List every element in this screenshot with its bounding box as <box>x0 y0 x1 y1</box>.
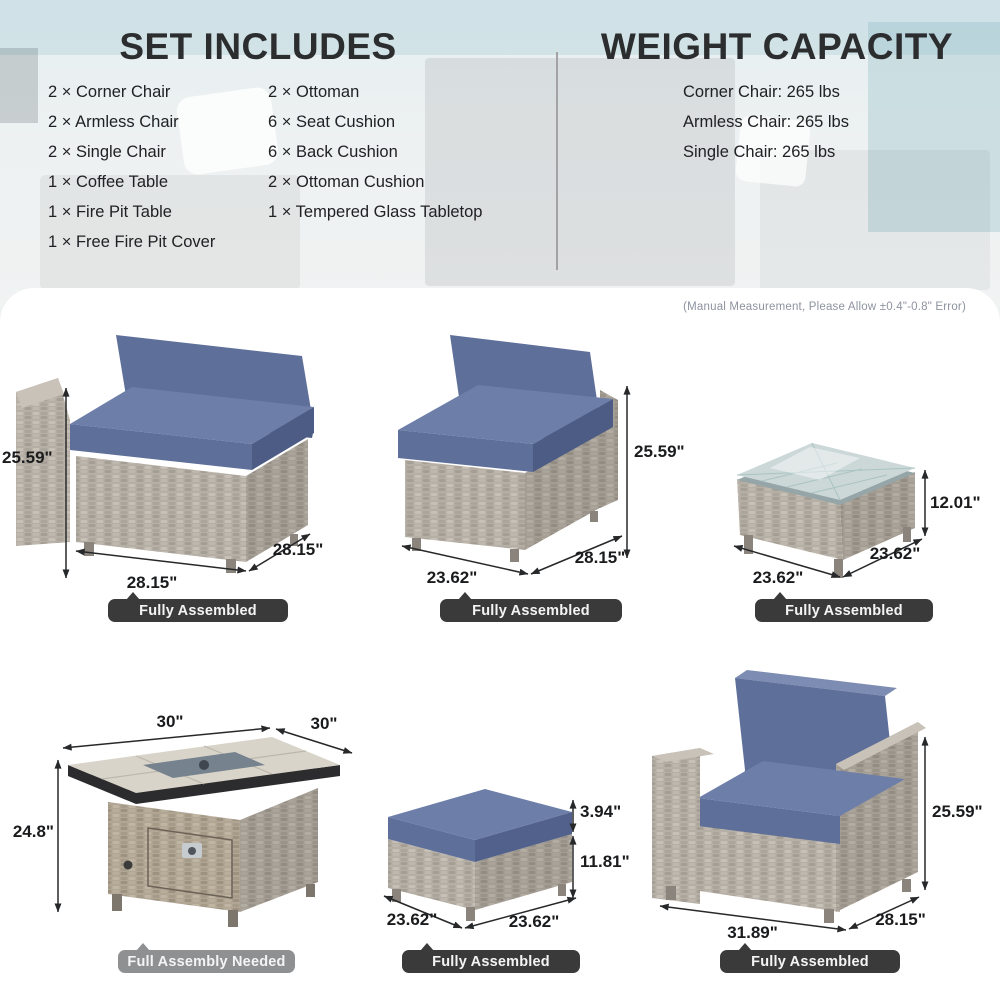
dim-height: 25.59" <box>2 448 53 467</box>
badge-label: Fully Assembled <box>472 602 590 619</box>
list-item: 2 × Armless Chair <box>48 113 179 131</box>
set-includes-list-column2 <box>268 77 482 227</box>
assembly-badge <box>108 599 288 622</box>
product-single-chair <box>640 660 1000 980</box>
badge-label: Full Assembly Needed <box>127 953 286 970</box>
list-item: 2 × Ottoman <box>268 83 360 101</box>
badge-label: Fully Assembled <box>139 602 257 619</box>
list-item: 6 × Back Cushion <box>268 143 398 161</box>
dim-top-width: 30" <box>156 712 184 731</box>
column-divider <box>556 52 558 270</box>
list-item: 2 × Corner Chair <box>48 83 171 101</box>
list-item: 2 × Single Chair <box>48 143 166 161</box>
dim-width: 23.62" <box>752 568 804 587</box>
list-item: 2 × Ottoman Cushion <box>268 173 425 191</box>
corner-chair-figure <box>0 330 345 640</box>
assembly-badge <box>440 599 622 622</box>
list-item: Armless Chair: 265 lbs <box>683 113 849 131</box>
dim-depth: 28.15" <box>272 540 324 559</box>
list-item: 1 × Coffee Table <box>48 173 169 191</box>
assembly-badge <box>402 950 580 973</box>
product-coffee-table <box>700 330 1000 640</box>
badge-label: Fully Assembled <box>432 953 550 970</box>
list-item: Single Chair: 265 lbs <box>683 143 836 161</box>
dim-depth: 28.15" <box>574 548 626 567</box>
measurement-note: (Manual Measurement, Please Allow ±0.4"-0.8" Error) <box>683 301 966 313</box>
dim-height: 25.59" <box>932 802 983 821</box>
dim-width: 28.15" <box>126 573 178 592</box>
product-corner-chair <box>0 330 345 640</box>
coffee-table-figure <box>700 330 1000 640</box>
list-item: 1 × Fire Pit Table <box>48 203 172 221</box>
list-item: 6 × Seat Cushion <box>268 113 396 131</box>
dim-width: 31.89" <box>727 923 778 942</box>
dim-height: 12.01" <box>930 493 981 512</box>
list-item: 1 × Tempered Glass Tabletop <box>268 203 483 221</box>
dim-depth: 23.62" <box>508 912 560 931</box>
set-includes-list-column1 <box>48 77 215 257</box>
dim-base-height: 11.81" <box>580 852 630 871</box>
assembly-badge <box>755 599 933 622</box>
dim-height: 24.8" <box>12 822 54 841</box>
armless-chair-figure <box>350 330 695 640</box>
dim-width: 23.62" <box>386 910 438 929</box>
weight-capacity-title: WEIGHT CAPACITY <box>600 26 954 67</box>
dim-width: 23.62" <box>426 568 478 587</box>
list-item: 1 × Free Fire Pit Cover <box>48 233 216 251</box>
product-ottoman <box>360 740 660 980</box>
dim-depth: 28.15" <box>875 910 926 929</box>
list-item: Corner Chair: 265 lbs <box>683 83 840 101</box>
background-furniture-silhouette <box>0 48 38 123</box>
dim-height: 25.59" <box>634 442 685 461</box>
product-armless-chair <box>350 330 695 640</box>
assembly-badge <box>118 950 295 973</box>
assembly-badge <box>720 950 900 973</box>
product-fire-pit-table <box>0 660 360 980</box>
fire-pit-table-figure <box>0 660 360 980</box>
weight-capacity-list <box>683 77 849 167</box>
set-includes-title: SET INCLUDES <box>119 26 397 67</box>
dim-cushion-height: 3.94" <box>580 802 622 821</box>
badge-label: Fully Assembled <box>785 602 903 619</box>
dim-depth: 23.62" <box>869 544 921 563</box>
dim-top-depth: 30" <box>310 714 338 733</box>
badge-label: Fully Assembled <box>751 953 869 970</box>
